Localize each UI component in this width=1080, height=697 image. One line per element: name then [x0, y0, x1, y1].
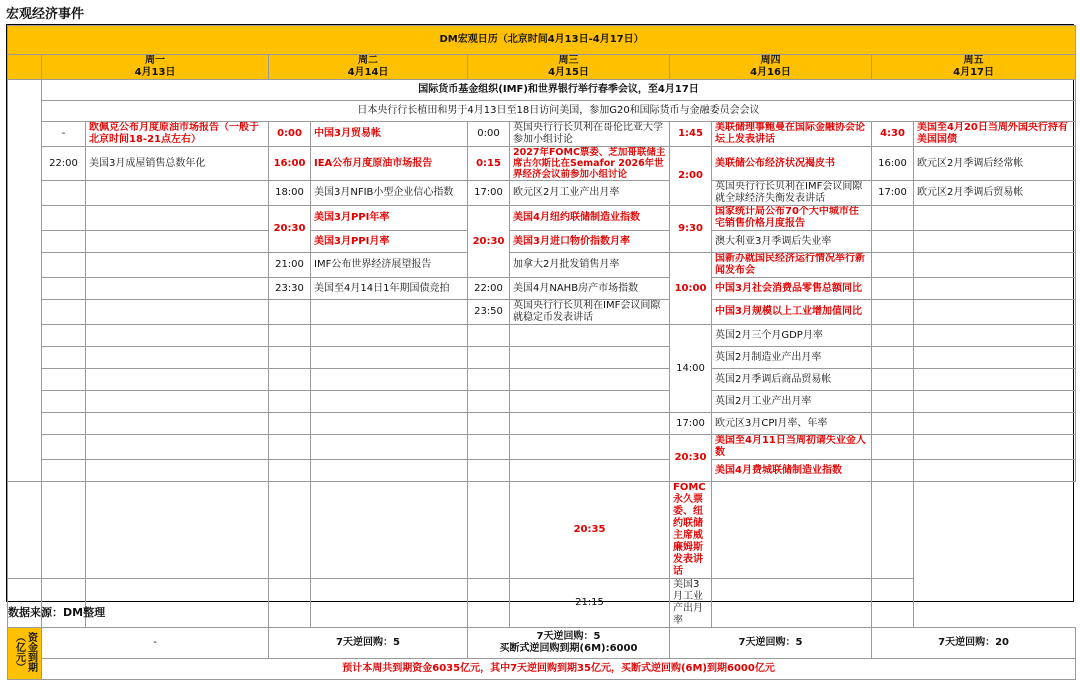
event-time: 20:35 [510, 482, 670, 579]
event-text: 欧元区2月季调后经常帐 [914, 147, 1076, 181]
event-text: 美国3月PPI年率 [311, 206, 468, 231]
fund-maturity-label [8, 628, 42, 680]
event-text: 英国央行行长贝利在IMF会议间隙就稳定币发表讲话 [510, 300, 670, 325]
banner-row [8, 26, 1076, 55]
event-text: 英国2月工业产出月率 [712, 391, 872, 413]
calendar-row [8, 391, 1076, 413]
calendar-table [7, 25, 1076, 680]
calendar-row [8, 347, 1076, 369]
calendar-row [8, 413, 1076, 435]
calendar-row [8, 300, 1076, 325]
calendar-row [8, 206, 1076, 231]
event-text: 澳大利亚3月季调后失业率 [712, 231, 872, 253]
fund-label-main: 资金到期 [25, 631, 37, 672]
event-time: 2:00 [670, 147, 712, 206]
data-source: 数据来源：DM整理 [8, 606, 106, 619]
event-time: 20:30 [468, 206, 510, 278]
event-text: 美国3月成屋销售总数年化 [86, 147, 269, 181]
day-header-wed: 周三 4月15日 [468, 55, 670, 80]
event-time: 14:00 [670, 325, 712, 413]
event-time: 21:15 [510, 579, 670, 628]
corner-cell [8, 55, 42, 80]
event-time: - [42, 122, 86, 147]
event-text: 英国2月三个月GDP月率 [712, 325, 872, 347]
calendar-row [8, 460, 1076, 482]
calendar-row [8, 325, 1076, 347]
fund-wed: 7天逆回购：5 买断式逆回购到期(6M):6000 [468, 628, 670, 659]
fund-label-unit: （亿元） [13, 631, 25, 672]
event-text: 美联储公布经济状况褐皮书 [712, 147, 872, 181]
event-text: IEA公布月度原油市场报告 [311, 147, 468, 181]
event-time: 20:30 [269, 206, 311, 253]
event-text: 美国4月费城联储制造业指数 [712, 460, 872, 482]
day-header-fri: 周五 4月17日 [872, 55, 1076, 80]
calendar-row [8, 253, 1076, 278]
event-text: IMF公布世界经济展望报告 [311, 253, 468, 278]
calendar-row [8, 181, 1076, 206]
calendar-row [8, 435, 1076, 460]
weekly-total: 预计本周共到期资金6035亿元，其中7天逆回购到期35亿元，买断式逆回购(6M)到期6000亿元 [42, 659, 1076, 680]
event-text: 美国3月PPI月率 [311, 231, 468, 253]
event-time: 0:00 [269, 122, 311, 147]
event-text: 美国至4月20日当周外国央行持有美国国债 [914, 122, 1076, 147]
event-text: 国家统计局公布70个大中城市住宅销售价格月度报告 [712, 206, 872, 231]
day-header-tue: 周二 4月14日 [269, 55, 468, 80]
event-text: 2027年FOMC票委、芝加哥联储主席古尔斯比在Semafor 2026年世界经济会议前参加小组讨论 [510, 147, 670, 181]
span-row [8, 101, 1076, 122]
event-time: 23:30 [269, 278, 311, 300]
event-text: 国新办就国民经济运行情况举行新闻发布会 [712, 253, 872, 278]
calendar-banner: DM宏观日历（北京时间4月13日-4月17日） [8, 26, 1076, 55]
event-time: 22:00 [42, 147, 86, 181]
calendar-row [8, 122, 1076, 147]
event-time: 0:00 [468, 122, 510, 147]
fund-thu: 7天逆回购：5 [670, 628, 872, 659]
event-text: 美国至4月14日1年期国债竞拍 [311, 278, 468, 300]
fund-fri: 7天逆回购：20 [872, 628, 1076, 659]
event-text: 美国4月NAHB房产市场指数 [510, 278, 670, 300]
calendar-row [8, 579, 1076, 628]
span-event-boj: 日本央行行长植田和男于4月13日至18日访问美国，参加G20和国际货币与金融委员会会议 [42, 101, 1076, 122]
event-time: 4:30 [872, 122, 914, 147]
event-time: 10:00 [670, 253, 712, 325]
sheet-title: 宏观经济事件 [6, 7, 85, 22]
event-time: 1:45 [670, 122, 712, 147]
event-text: 欧元区2月工业产出月率 [510, 181, 670, 206]
span-event-imf: 国际货币基金组织(IMF)和世界银行举行春季会议，至4月17日 [42, 80, 1076, 101]
event-text: 美联储理事鲍曼在国际金融协会论坛上发表讲话 [712, 122, 872, 147]
event-time: 23:50 [468, 300, 510, 325]
day-header-mon: 周一 4月13日 [42, 55, 269, 80]
event-time: 0:15 [468, 147, 510, 181]
day-header-row [8, 55, 1076, 80]
event-time: 18:00 [269, 181, 311, 206]
event-time: 17:00 [468, 181, 510, 206]
event-time: 17:00 [872, 181, 914, 206]
event-text: 加拿大2月批发销售月率 [510, 253, 670, 278]
event-text: 美国3月NFIB小型企业信心指数 [311, 181, 468, 206]
event-text: 欧佩克公布月度原油市场报告（一般于北京时间18-21点左右） [86, 122, 269, 147]
left-gutter [8, 80, 42, 482]
fund-tue: 7天逆回购：5 [269, 628, 468, 659]
event-time: 9:30 [670, 206, 712, 253]
fund-mon: - [42, 628, 269, 659]
day-header-thu: 周四 4月16日 [670, 55, 872, 80]
calendar-row [8, 231, 1076, 253]
calendar-row [8, 278, 1076, 300]
calendar-row [8, 369, 1076, 391]
event-time: 16:00 [269, 147, 311, 181]
event-text: 英国2月制造业产出月率 [712, 347, 872, 369]
event-text: 中国3月规模以上工业增加值同比 [712, 300, 872, 325]
event-text: 美国至4月11日当周初请失业金人数 [712, 435, 872, 460]
total-row [8, 659, 1076, 680]
event-time: 16:00 [872, 147, 914, 181]
span-row [8, 80, 1076, 101]
calendar-row [8, 147, 1076, 181]
event-time: 17:00 [670, 413, 712, 435]
event-text: 英国2月季调后商品贸易帐 [712, 369, 872, 391]
fund-maturity-row [8, 628, 1076, 659]
event-time: 21:00 [269, 253, 311, 278]
event-text: 欧元区2月季调后贸易帐 [914, 181, 1076, 206]
calendar-row [8, 482, 1076, 579]
event-text: 美国3月工业产出月率 [670, 579, 712, 628]
event-time: 22:00 [468, 278, 510, 300]
event-text: 美国3月进口物价指数月率 [510, 231, 670, 253]
event-text: 欧元区3月CPI月率、年率 [712, 413, 872, 435]
event-text: 中国3月贸易帐 [311, 122, 468, 147]
event-time: 20:30 [670, 435, 712, 482]
event-text: 中国3月社会消费品零售总额同比 [712, 278, 872, 300]
event-text: 美国4月纽约联储制造业指数 [510, 206, 670, 231]
event-text: 英国央行行长贝利在哥伦比亚大学参加小组讨论 [510, 122, 670, 147]
event-text: FOMC永久票委、纽约联储主席威廉姆斯发表讲话 [670, 482, 712, 579]
event-text: 英国央行行长贝利在IMF会议间隙就全球经济失衡发表讲话 [712, 181, 872, 206]
